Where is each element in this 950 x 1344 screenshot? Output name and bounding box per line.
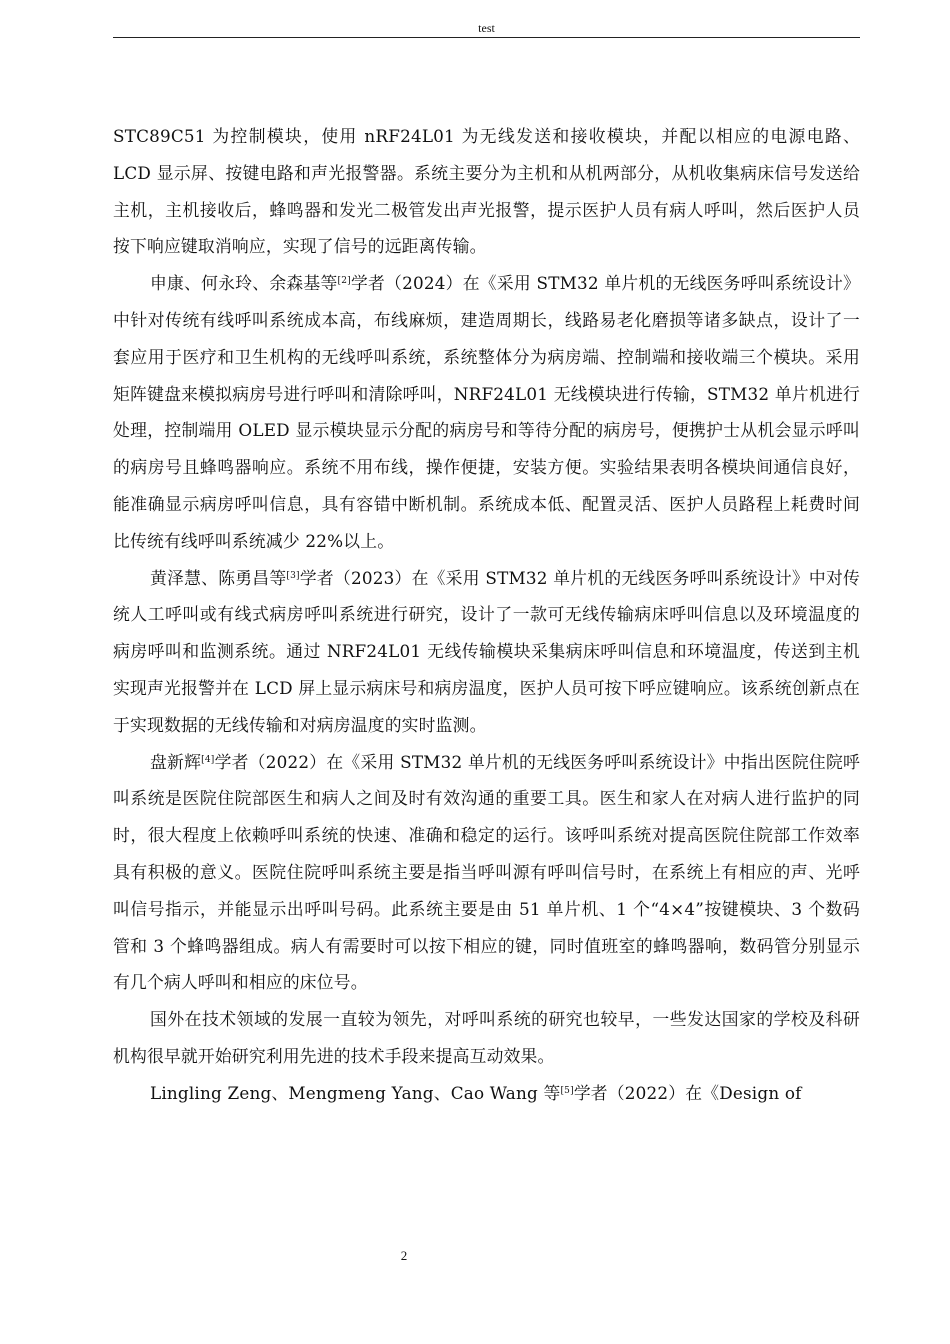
paragraph-text: 国外在技术领域的发展一直较为领先，对呼叫系统的研究也较早，一些发达国家的学校及科研机构很早就开始研究利用先进的技术手段来提高互动效果。 xyxy=(113,1009,860,1066)
paragraph-5 xyxy=(113,1001,860,1075)
paragraph-text: STC89C51 为控制模块，使用 nRF24L01 为无线发送和接收模块，并配以相应的电源电路、LCD 显示屏、按键电路和声光报警器。系统主要分为主机和从机两部分，从机收集病床信号发送给主机，主机接收后，蜂鸣器和发光二极管发出声光报警，提示医护人员有病人呼叫，然后医护人员按下响应键取消响应，实现了信号的远距离传输。 xyxy=(113,126,860,257)
page-header xyxy=(113,20,860,38)
header-title: test xyxy=(478,21,495,35)
paragraph-3 xyxy=(113,560,860,744)
paragraph-text: 学者（2022）在《Design of xyxy=(573,1082,802,1103)
paragraph-text: 申康、何永玲、余森基等 xyxy=(150,273,338,294)
paragraph-4 xyxy=(113,744,860,1002)
document-body xyxy=(113,118,860,1112)
paragraph-text: Lingling Zeng、Mengmeng Yang、Cao Wang 等 xyxy=(150,1082,561,1103)
page-number: 2 xyxy=(400,1248,408,1263)
paragraph-1 xyxy=(113,118,860,265)
citation-ref: [3] xyxy=(286,570,300,581)
paragraph-text: 学者（2024）在《采用 STM32 单片机的无线医务呼叫系统设计》中针对传统有线呼叫系统成本高，布线麻烦，建造周期长，线路易老化磨损等诸多缺点，设计了一套应用于医疗和卫生机构的无线呼叫系统，系统整体分为病房端、控制端和接收端三个模块。采用矩阵键盘来模拟病房号进行呼叫和清除呼叫，NRF24L01 无线模块进行传输，STM32 单片机进行处理，控制端用 OLED 显示模块显示分配的病房号和等待分配的病房号，便携护士从机会显示呼叫的病房号且蜂鸣器响应。系统不用布线，操作便捷，安装方便。实验结果表明各模块间通信良好，能准确显示病房呼叫信息，具有容错中断机制。系统成本低、配置灵活、医护人员路程上耗费时间比传统有线呼叫系统减少 22%以上。 xyxy=(113,273,860,551)
paragraph-text: 学者（2023）在《采用 STM32 单片机的无线医务呼叫系统设计》中对传统人工呼叫或有线式病房呼叫系统进行研究，设计了一款可无线传输病床呼叫信息以及环境温度的病房呼叫和监测系统。通过 NRF24L01 无线传输模块采集病床呼叫信息和环境温度，传送到主机实现声光报警并在 LCD 屏上显示病床号和病房温度，医护人员可按下呼应键响应。该系统创新点在于实现数据的无线传输和对病房温度的实时监测。 xyxy=(113,567,860,735)
paragraph-text: 黄泽慧、陈勇昌等 xyxy=(150,567,287,588)
citation-ref: [2] xyxy=(337,276,351,287)
page-footer xyxy=(0,1248,808,1264)
citation-ref: [4] xyxy=(201,754,215,765)
paragraph-6 xyxy=(113,1075,860,1112)
paragraph-text: 学者（2022）在《采用 STM32 单片机的无线医务呼叫系统设计》中指出医院住院呼叫系统是医院住院部医生和病人之间及时有效沟通的重要工具。医生和家人在对病人进行监护的同时，很大程度上依赖呼叫系统的快速、准确和稳定的运行。该呼叫系统对提高医院住院部工作效率具有积极的意义。医院住院呼叫系统主要是指当呼叫源有呼叫信号时，在系统上有相应的声、光呼叫信号指示，并能显示出呼叫号码。此系统主要是由 51 单片机、1 个“4×4”按键模块、3 个数码管和 3 个蜂鸣器组成。病人有需要时可以按下相应的键，同时值班室的蜂鸣器响，数码管分别显示有几个病人呼叫和相应的床位号。 xyxy=(113,751,860,993)
citation-ref: [5] xyxy=(560,1085,574,1096)
paragraph-text: 盘新辉 xyxy=(150,751,202,772)
paragraph-2 xyxy=(113,265,860,559)
